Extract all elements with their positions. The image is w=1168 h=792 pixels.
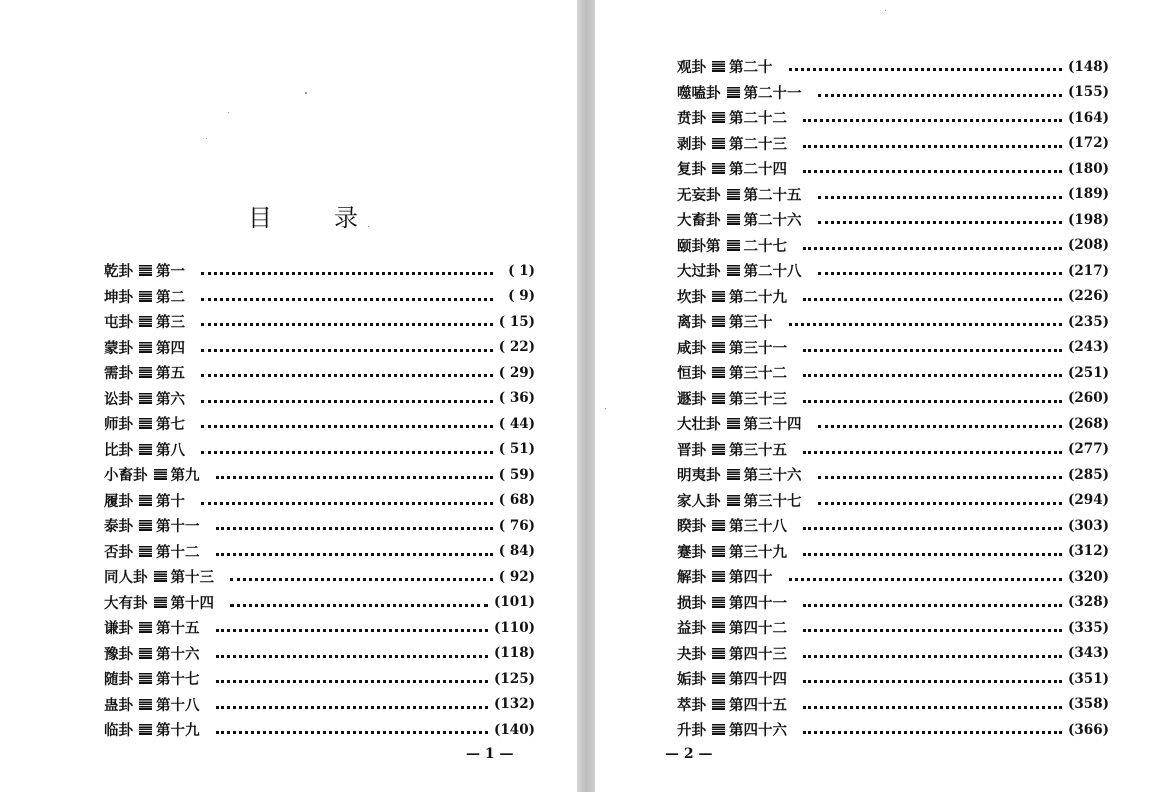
hexagram-icon — [727, 189, 740, 200]
toc-entry-name: 同人卦 — [104, 569, 148, 587]
toc-entry-name: 解卦 — [677, 569, 706, 587]
dot-leader — [818, 258, 1063, 275]
toc-entry-name: 豫卦 — [104, 645, 133, 663]
dot-leader — [216, 539, 493, 556]
toc-entry[interactable] — [677, 54, 1109, 80]
toc-entry-page: (277) — [1068, 441, 1109, 458]
toc-entry[interactable] — [677, 488, 1109, 514]
hexagram-icon — [139, 546, 152, 557]
toc-entry-page: (235) — [1068, 313, 1109, 330]
toc-entry-name: 睽卦 — [677, 518, 706, 536]
toc-entry[interactable] — [104, 539, 535, 565]
toc-entry-name: 明夷卦 — [677, 467, 721, 485]
toc-entry-name: 贲卦 — [677, 110, 706, 128]
toc-entry-page: ( 59) — [498, 466, 535, 483]
toc-entry-ordinal: 第十八 — [156, 696, 200, 714]
toc-entry-name: 需卦 — [104, 365, 133, 383]
toc-entry-ordinal: 第三十一 — [729, 339, 787, 357]
toc-entry-name: 谦卦 — [104, 620, 133, 638]
toc-entry[interactable] — [677, 284, 1109, 310]
toc-entry-ordinal: 第三十八 — [729, 518, 787, 536]
toc-entry-name: 屯卦 — [104, 314, 133, 332]
toc-entry-page: (110) — [494, 619, 535, 636]
toc-entry-name: 蹇卦 — [677, 543, 706, 561]
toc-entry[interactable] — [677, 411, 1109, 437]
hexagram-icon — [712, 724, 725, 735]
toc-entry-ordinal: 第三十三 — [729, 390, 787, 408]
toc-list-right — [677, 54, 1109, 743]
hexagram-icon — [139, 520, 152, 531]
dot-leader — [803, 666, 1062, 683]
toc-entry-name: 随卦 — [104, 671, 133, 689]
dot-leader — [818, 462, 1063, 479]
hexagram-icon — [154, 469, 167, 480]
toc-entry-ordinal: 第三十七 — [743, 492, 802, 510]
hexagram-icon — [727, 418, 740, 429]
toc-entry[interactable] — [104, 360, 535, 386]
toc-entry-page: (351) — [1068, 670, 1109, 687]
toc-entry-name: 遯卦 — [677, 390, 706, 408]
page-number: — 1 — — [466, 746, 514, 762]
toc-entry-ordinal: 第十四 — [170, 594, 214, 612]
toc-entry-ordinal: 第十六 — [156, 645, 200, 663]
scan-speck — [368, 226, 369, 227]
hexagram-icon — [139, 724, 152, 735]
toc-entry-page: (155) — [1068, 84, 1109, 101]
toc-entry-name: 萃卦 — [677, 696, 706, 714]
dot-leader — [803, 335, 1062, 352]
toc-entry-page: ( 15) — [498, 313, 535, 330]
hexagram-icon — [712, 546, 725, 557]
hexagram-icon — [154, 571, 167, 582]
toc-entry-ordinal: 第四十四 — [729, 671, 787, 689]
toc-entry-ordinal: 第二 — [156, 288, 185, 306]
toc-entry-page: (180) — [1068, 160, 1109, 177]
dot-leader — [818, 488, 1063, 505]
hexagram-icon — [727, 240, 740, 251]
toc-entry-page: (140) — [494, 721, 535, 738]
toc-entry-ordinal: 第九 — [170, 467, 200, 485]
toc-entry-ordinal: 第七 — [156, 416, 185, 434]
toc-entry-name: 剥卦 — [677, 135, 706, 153]
toc-entry[interactable] — [677, 437, 1109, 463]
toc-entry-ordinal: 第二十二 — [729, 110, 787, 128]
toc-entry-ordinal: 第三十 — [729, 314, 773, 332]
dot-leader — [803, 615, 1062, 632]
toc-entry-name: 益卦 — [677, 620, 706, 638]
toc-entry[interactable] — [104, 437, 535, 463]
dot-leader — [216, 615, 489, 632]
toc-entry-name: 师卦 — [104, 416, 133, 434]
dot-leader — [803, 717, 1062, 734]
toc-entry-ordinal: 第二十五 — [743, 186, 802, 204]
toc-entry-name: 比卦 — [104, 441, 133, 459]
dot-leader — [230, 564, 493, 581]
toc-entry-page: ( 36) — [498, 390, 535, 407]
dot-leader — [803, 539, 1062, 556]
dot-leader — [789, 54, 1063, 71]
toc-entry[interactable] — [104, 641, 535, 667]
toc-entry-page: (132) — [494, 696, 535, 713]
toc-entry-page: (189) — [1068, 186, 1109, 203]
toc-entry-ordinal: 第二十九 — [729, 288, 787, 306]
toc-entry[interactable] — [104, 615, 535, 641]
dot-leader — [201, 386, 493, 403]
dot-leader — [216, 717, 489, 734]
toc-entry[interactable] — [104, 513, 535, 539]
toc-entry-name: 大壮卦 — [677, 416, 721, 434]
toc-entry-page: ( 68) — [498, 492, 535, 509]
toc-entry-ordinal: 第二十三 — [729, 135, 787, 153]
toc-entry-ordinal: 第十五 — [156, 620, 200, 638]
toc-entry-page: (164) — [1068, 109, 1109, 126]
toc-entry-name: 临卦 — [104, 722, 133, 740]
scan-speck — [228, 112, 229, 113]
toc-entry-ordinal: 第二十一 — [743, 84, 802, 102]
title-char: 录 — [334, 204, 358, 232]
toc-entry-name: 泰卦 — [104, 518, 133, 536]
toc-entry-name: 离卦 — [677, 314, 706, 332]
toc-entry[interactable] — [677, 462, 1109, 488]
toc-entry-page: (243) — [1068, 339, 1109, 356]
hexagram-icon — [712, 597, 725, 608]
hexagram-icon — [712, 673, 725, 684]
toc-entry-ordinal: 第十三 — [170, 569, 214, 587]
dot-leader — [201, 335, 493, 352]
toc-entry-ordinal: 第八 — [156, 441, 185, 459]
hexagram-icon — [727, 214, 740, 225]
hexagram-icon — [139, 367, 152, 378]
hexagram-icon — [712, 393, 725, 404]
dot-leader — [818, 80, 1063, 97]
toc-entry[interactable] — [677, 641, 1109, 667]
toc-entry-page: ( 1) — [508, 262, 535, 279]
scan-speck — [885, 10, 886, 11]
toc-entry[interactable] — [104, 258, 535, 284]
toc-entry[interactable] — [104, 462, 535, 488]
toc-entry-name: 否卦 — [104, 543, 133, 561]
hexagram-icon — [712, 367, 725, 378]
toc-entry-ordinal: 第二十六 — [743, 212, 802, 230]
hexagram-icon — [139, 342, 152, 353]
toc-entry[interactable] — [677, 386, 1109, 412]
toc-entry-ordinal: 第十 — [156, 492, 185, 510]
toc-entry[interactable] — [677, 692, 1109, 718]
toc-entry[interactable] — [104, 488, 535, 514]
dot-leader — [803, 513, 1062, 530]
scan-speck — [605, 408, 606, 409]
toc-entry-name: 履卦 — [104, 492, 133, 510]
hexagram-icon — [139, 699, 152, 710]
dot-leader — [789, 564, 1063, 581]
toc-entry-name: 坎卦 — [677, 288, 706, 306]
dot-leader — [216, 462, 493, 479]
toc-entry-ordinal: 第四十六 — [729, 722, 787, 740]
toc-entry-page: (320) — [1068, 568, 1109, 585]
dot-leader — [201, 411, 493, 428]
toc-entry[interactable] — [677, 233, 1109, 259]
toc-entry[interactable] — [677, 360, 1109, 386]
toc-entry-ordinal: 第四十 — [729, 569, 773, 587]
toc-entry-name: 升卦 — [677, 722, 706, 740]
toc-entry-name: 晋卦 — [677, 441, 706, 459]
dot-leader — [201, 258, 493, 275]
dot-leader — [803, 590, 1062, 607]
hexagram-icon — [712, 520, 725, 531]
dot-leader — [201, 488, 493, 505]
toc-entry-ordinal: 二十七 — [743, 237, 787, 255]
hexagram-icon — [139, 444, 152, 455]
toc-entry-page: (335) — [1068, 619, 1109, 636]
toc-entry-ordinal: 第四十五 — [729, 696, 787, 714]
toc-entry-ordinal: 第四十三 — [729, 645, 787, 663]
toc-entry[interactable] — [677, 335, 1109, 361]
dot-leader — [803, 233, 1062, 250]
hexagram-icon — [139, 648, 152, 659]
toc-entry[interactable] — [104, 386, 535, 412]
toc-entry-name: 咸卦 — [677, 339, 706, 357]
toc-entry-name: 蒙卦 — [104, 339, 133, 357]
toc-entry-ordinal: 第三十六 — [743, 467, 802, 485]
hexagram-icon — [712, 648, 725, 659]
toc-entry-ordinal: 第十一 — [156, 518, 200, 536]
toc-entry-name: 噬嗑卦 — [677, 84, 721, 102]
toc-entry-name: 姤卦 — [677, 671, 706, 689]
toc-entry-name: 大过卦 — [677, 263, 721, 281]
hexagram-icon — [139, 291, 152, 302]
toc-entry-name: 观卦 — [677, 59, 706, 77]
toc-entry-page: (294) — [1068, 492, 1109, 509]
dot-leader — [803, 156, 1062, 173]
toc-entry-ordinal: 第十七 — [156, 671, 200, 689]
toc-entry-name: 损卦 — [677, 594, 706, 612]
dot-leader — [803, 641, 1062, 658]
toc-entry-page: (101) — [494, 594, 535, 611]
toc-entry-page: (343) — [1068, 645, 1109, 662]
hexagram-icon — [712, 622, 725, 633]
toc-entry[interactable] — [677, 564, 1109, 590]
hexagram-icon — [712, 61, 725, 72]
toc-entry[interactable] — [104, 411, 535, 437]
toc-entry[interactable] — [677, 258, 1109, 284]
dot-leader — [230, 590, 488, 607]
toc-entry[interactable] — [104, 692, 535, 718]
toc-entry-ordinal: 第三十二 — [729, 365, 787, 383]
toc-entry[interactable] — [677, 80, 1109, 106]
toc-entry-ordinal: 第六 — [156, 390, 185, 408]
toc-entry-name: 复卦 — [677, 161, 706, 179]
scan-speck — [305, 92, 307, 94]
toc-entry[interactable] — [677, 717, 1109, 743]
hexagram-icon — [712, 163, 725, 174]
toc-entry-page: (217) — [1068, 262, 1109, 279]
dot-leader — [216, 692, 489, 709]
dot-leader — [201, 309, 493, 326]
dot-leader — [818, 207, 1063, 224]
hexagram-icon — [139, 673, 152, 684]
toc-entry-name: 小畜卦 — [104, 467, 148, 485]
toc-entry-page: ( 92) — [498, 568, 535, 585]
toc-entry-page: (268) — [1068, 415, 1109, 432]
page-gutter — [577, 0, 595, 792]
toc-entry-page: (303) — [1068, 517, 1109, 534]
hexagram-icon — [139, 316, 152, 327]
dot-leader — [216, 641, 489, 658]
toc-entry-name: 乾卦 — [104, 263, 133, 281]
toc-entry-page: (358) — [1068, 696, 1109, 713]
toc-entry[interactable] — [104, 284, 535, 310]
toc-entry-name: 无妄卦 — [677, 186, 721, 204]
toc-entry-ordinal: 第十二 — [156, 543, 200, 561]
dot-leader — [216, 513, 493, 530]
hexagram-icon — [139, 393, 152, 404]
dot-leader — [216, 666, 489, 683]
toc-entry-page: ( 9) — [508, 288, 535, 305]
dot-leader — [818, 182, 1063, 199]
hexagram-icon — [727, 495, 740, 506]
toc-entry-ordinal: 第四十一 — [729, 594, 787, 612]
toc-entry-name: 坤卦 — [104, 288, 133, 306]
dot-leader — [803, 437, 1062, 454]
toc-entry-page: ( 76) — [498, 517, 535, 534]
hexagram-icon — [712, 291, 725, 302]
right-page — [595, 0, 1168, 792]
dot-leader — [803, 360, 1062, 377]
toc-entry-page: ( 84) — [498, 543, 535, 560]
dot-leader — [803, 692, 1062, 709]
dot-leader — [201, 284, 493, 301]
scan-speck — [206, 138, 207, 139]
dot-leader — [201, 437, 493, 454]
toc-entry[interactable] — [104, 309, 535, 335]
toc-entry-page: (285) — [1068, 466, 1109, 483]
hexagram-icon — [712, 112, 725, 123]
toc-entry-ordinal: 第一 — [156, 263, 185, 281]
hexagram-icon — [727, 469, 740, 480]
toc-entry[interactable] — [104, 564, 535, 590]
toc-entry-ordinal: 第三十四 — [743, 416, 802, 434]
toc-entry[interactable] — [677, 105, 1109, 131]
hexagram-icon — [139, 265, 152, 276]
toc-entry-name: 夬卦 — [677, 645, 706, 663]
hexagram-icon — [712, 571, 725, 582]
toc-entry-page: (125) — [494, 670, 535, 687]
page-number: — 2 — — [665, 746, 713, 762]
toc-entry-name: 讼卦 — [104, 390, 133, 408]
toc-entry-ordinal: 第十九 — [156, 722, 200, 740]
toc-entry[interactable] — [677, 131, 1109, 157]
toc-entry-page: (260) — [1068, 390, 1109, 407]
title-char: 目 — [248, 204, 272, 232]
toc-entry-ordinal: 第二十八 — [743, 263, 802, 281]
toc-entry-ordinal: 第二十四 — [729, 161, 787, 179]
toc-entry[interactable] — [677, 207, 1109, 233]
hexagram-icon — [139, 418, 152, 429]
hexagram-icon — [712, 138, 725, 149]
toc-entry-ordinal: 第四 — [156, 339, 185, 357]
hexagram-icon — [727, 265, 740, 276]
toc-entry-ordinal: 第二十 — [729, 59, 773, 77]
toc-entry-ordinal: 第四十二 — [729, 620, 787, 638]
toc-entry[interactable] — [677, 615, 1109, 641]
toc-entry-name: 大有卦 — [104, 594, 148, 612]
toc-entry-page: (118) — [494, 645, 535, 662]
hexagram-icon — [727, 87, 740, 98]
hexagram-icon — [712, 699, 725, 710]
toc-entry-name: 大畜卦 — [677, 212, 721, 230]
dot-leader — [803, 284, 1062, 301]
toc-entry[interactable] — [677, 513, 1109, 539]
toc-entry-page: ( 29) — [498, 364, 535, 381]
toc-entry-name: 家人卦 — [677, 492, 721, 510]
toc-entry-page: (148) — [1068, 58, 1109, 75]
toc-entry[interactable] — [104, 717, 535, 743]
toc-entry[interactable] — [677, 309, 1109, 335]
toc-entry-page: (172) — [1068, 135, 1109, 152]
toc-entry-name: 蛊卦 — [104, 696, 133, 714]
toc-entry[interactable] — [677, 539, 1109, 565]
toc-entry-ordinal: 第三十九 — [729, 543, 787, 561]
toc-entry-page: (328) — [1068, 594, 1109, 611]
toc-entry-ordinal: 第五 — [156, 365, 185, 383]
hexagram-icon — [712, 316, 725, 327]
dot-leader — [789, 309, 1063, 326]
dot-leader — [201, 360, 493, 377]
left-page — [0, 0, 577, 792]
dot-leader — [818, 411, 1063, 428]
toc-entry-page: (198) — [1068, 211, 1109, 228]
hexagram-icon — [712, 342, 725, 353]
toc-entry-page: ( 44) — [498, 415, 535, 432]
toc-entry-page: (208) — [1068, 237, 1109, 254]
toc-entry-page: ( 22) — [498, 339, 535, 356]
toc-entry[interactable] — [104, 666, 535, 692]
toc-entry[interactable] — [677, 182, 1109, 208]
hexagram-icon — [139, 622, 152, 633]
toc-entry[interactable] — [104, 590, 535, 616]
toc-entry-name: 颐卦第 — [677, 237, 721, 255]
dot-leader — [803, 131, 1062, 148]
toc-entry[interactable] — [104, 335, 535, 361]
toc-entry-page: (312) — [1068, 543, 1109, 560]
toc-list-left — [104, 258, 535, 743]
toc-entry-name: 恒卦 — [677, 365, 706, 383]
toc-entry-page: ( 51) — [498, 441, 535, 458]
toc-entry[interactable] — [677, 590, 1109, 616]
hexagram-icon — [154, 597, 167, 608]
toc-entry[interactable] — [677, 156, 1109, 182]
toc-entry-page: (366) — [1068, 721, 1109, 738]
hexagram-icon — [139, 495, 152, 506]
toc-entry[interactable] — [677, 666, 1109, 692]
toc-entry-ordinal: 第三 — [156, 314, 185, 332]
toc-entry-ordinal: 第三十五 — [729, 441, 787, 459]
toc-entry-page: (226) — [1068, 288, 1109, 305]
dot-leader — [803, 105, 1062, 122]
page-title — [248, 198, 358, 233]
hexagram-icon — [712, 444, 725, 455]
toc-entry-page: (251) — [1068, 364, 1109, 381]
dot-leader — [803, 386, 1062, 403]
